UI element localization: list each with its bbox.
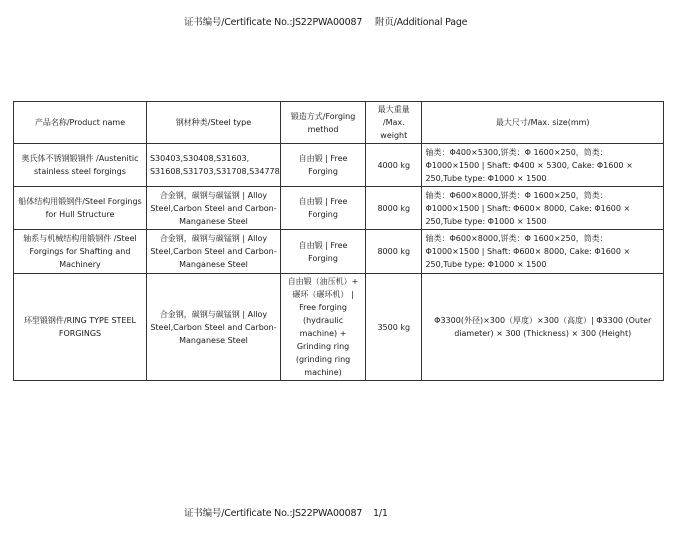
column-header-forging-method: 锻造方式/Forging method bbox=[281, 102, 366, 144]
page-footer bbox=[184, 505, 388, 519]
forging-method-cell: 自由锻 | Free Forging bbox=[281, 230, 366, 274]
max-size-cell: 轴类：Φ400×5300,饼类：Φ 1600×250，筒类：Φ1000×1500 | Shaft: Φ400 × 5300, Cake: Φ1600 × 250,Tube type: Φ1000 × 1500 bbox=[422, 144, 664, 187]
steel-type-cell: S30403,S30408,S31603, S31608,S31703,S31708,S34778 bbox=[146, 144, 280, 187]
forging-capability-table bbox=[13, 101, 664, 381]
table-row bbox=[14, 187, 664, 230]
max-size-cell: 轴类：Φ600×8000,饼类：Φ 1600×250，筒类：Φ1000×1500 | Shaft: Φ600× 8000, Cake: Φ1600 × 250,Tube type: Φ1000 × 1500 bbox=[422, 187, 664, 230]
column-header-max-weight: 最大重量 /Max. weight bbox=[366, 102, 422, 144]
max-size-cell: Φ3300(外径)×300（厚度）×300（高度）| Φ3300 (Outer diameter) × 300 (Thickness) × 300 (Height) bbox=[422, 274, 664, 381]
column-header-product-name: 产品名称/Product name bbox=[14, 102, 147, 144]
table-row bbox=[14, 230, 664, 274]
table-row bbox=[14, 274, 664, 381]
header-additional-page: 附页/Additional Page bbox=[375, 17, 468, 28]
column-header-max-size: 最大尺寸/Max. size(mm) bbox=[422, 102, 664, 144]
steel-type-cell: 合金钢，碳钢与碳锰钢 | Alloy Steel,Carbon Steel and Carbon-Manganese Steel bbox=[146, 230, 280, 274]
max-weight-cell: 8000 kg bbox=[366, 187, 422, 230]
footer-certificate-number: 证书编号/Certificate No.:JS22PWA00087 bbox=[184, 508, 363, 519]
page-number: 1/1 bbox=[373, 508, 388, 519]
product-name-cell: 奥氏体不锈钢锻钢件 /Austenitic stainless steel forgings bbox=[14, 144, 147, 187]
header-certificate-number: 证书编号/Certificate No.:JS22PWA00087 bbox=[184, 17, 363, 28]
table-header-row bbox=[14, 102, 664, 144]
column-header-steel-type: 钢材种类/Steel type bbox=[146, 102, 280, 144]
steel-type-cell: 合金钢，碳钢与碳锰钢 | Alloy Steel,Carbon Steel and Carbon-Manganese Steel bbox=[146, 274, 280, 381]
table-row bbox=[14, 144, 664, 187]
max-weight-cell: 3500 kg bbox=[366, 274, 422, 381]
steel-type-cell: 合金钢，碳钢与碳锰钢 | Alloy Steel,Carbon Steel and Carbon-Manganese Steel bbox=[146, 187, 280, 230]
product-name-cell: 船体结构用锻钢件/Steel Forgings for Hull Structure bbox=[14, 187, 147, 230]
product-name-cell: 环型锻钢件/RING TYPE STEEL FORGINGS bbox=[14, 274, 147, 381]
max-weight-cell: 8000 kg bbox=[366, 230, 422, 274]
max-weight-cell: 4000 kg bbox=[366, 144, 422, 187]
forging-method-cell: 自由锻 | Free Forging bbox=[281, 144, 366, 187]
max-size-cell: 轴类：Φ600×8000,饼类：Φ 1600×250，筒类：Φ1000×1500 | Shaft: Φ600× 8000, Cake: Φ1600 × 250,Tube type: Φ1000 × 1500 bbox=[422, 230, 664, 274]
forging-method-cell: 自由锻（油压机）+ 碾环（碾环机） | Free forging (hydraulic machine) + Grinding ring (grinding ring machine) bbox=[281, 274, 366, 381]
forging-method-cell: 自由锻 | Free Forging bbox=[281, 187, 366, 230]
product-name-cell: 轴系与机械结构用锻钢件 /Steel Forgings for Shafting and Machinery bbox=[14, 230, 147, 274]
